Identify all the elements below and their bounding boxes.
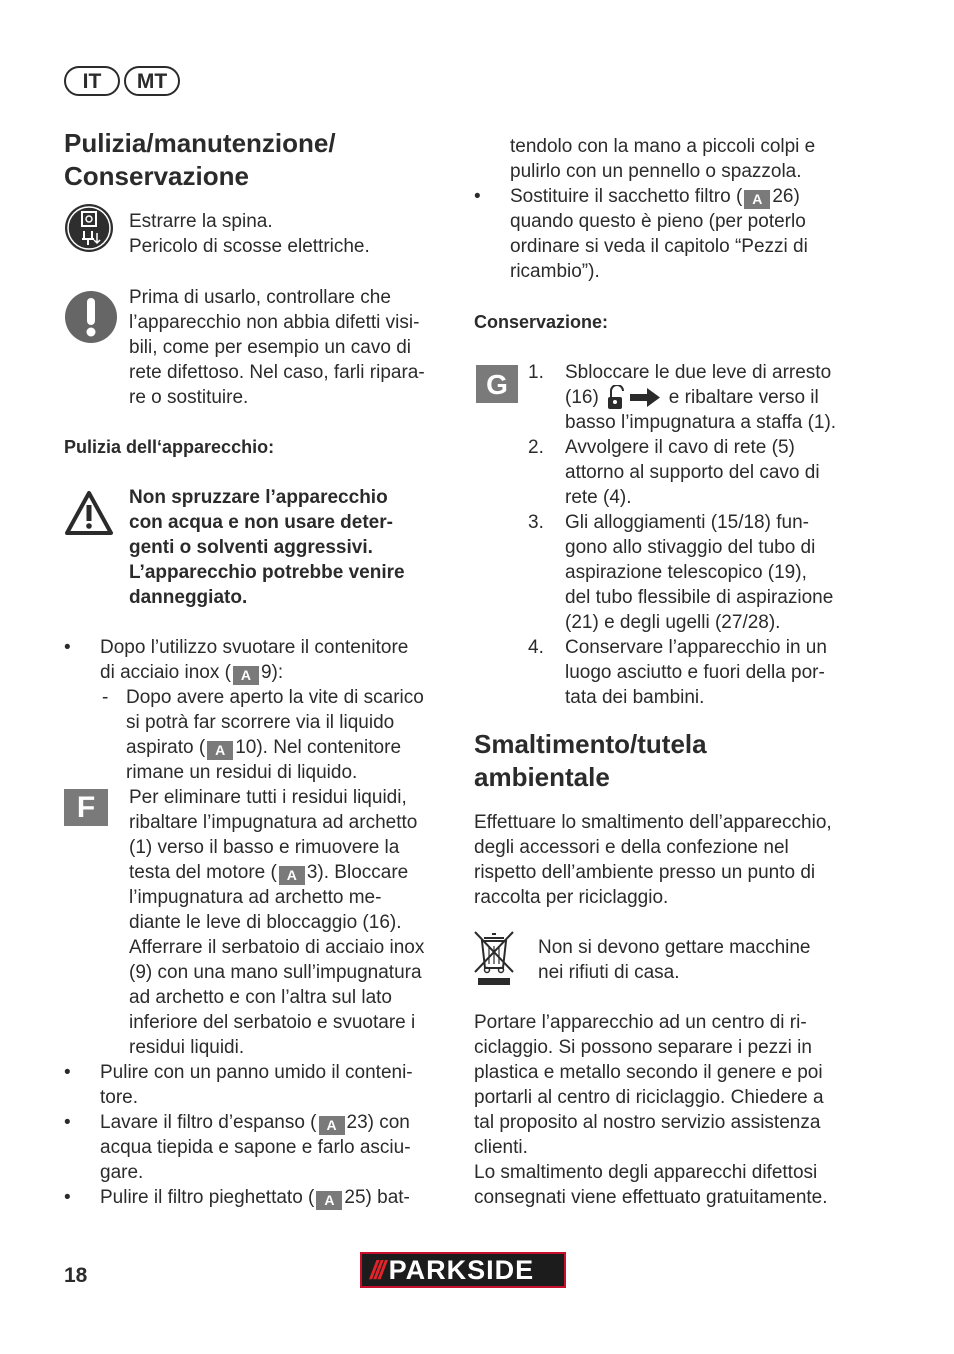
list-item-pleated-filter: Pulire il filtro pieghettato ( A 25) bat- — [100, 1187, 410, 1208]
crossed-bin-icon — [472, 928, 516, 988]
figure-f-marker: F — [64, 789, 108, 826]
figure-g-marker: G — [476, 365, 518, 403]
step-number: 2. — [528, 437, 544, 458]
warning-text: Non spruzzare l’apparecchio con acqua e non usare deter- genti o solventi aggressivi. L’apparecchio potrebbe venire danneggiato. — [129, 487, 405, 608]
page-number: 18 — [64, 1264, 88, 1287]
section-heading-maintenance: Pulizia/manutenzione/ Conservazione — [64, 128, 336, 191]
weee-text: Non si devono gettare macchine nei rifiuti di casa. — [538, 937, 811, 983]
unplug-icon — [64, 203, 114, 253]
recycling-text: Portare l’apparecchio ad un centro di ri- ciclaggio. Si possono separare i pezzi in plastica e metallo secondo il genere e poi portarli al centro di riciclaggio. Chiedere a tal proposito al nostro servizio assistenza clienti. Lo smaltimento degli apparecchi difettosi consegnati viene effettuato gratuitamente. — [474, 1012, 828, 1208]
unplug-text: Estrarre la spina. Pericolo di scosse elettriche. — [129, 211, 370, 257]
language-badges — [64, 66, 180, 96]
figure-ref-badge: A — [744, 190, 770, 209]
step-number: 3. — [528, 512, 544, 533]
disposal-text: Effettuare lo smaltimento dell’apparecchio, degli accessori e della confezione nel rispetto dell’ambiente presso un punto di raccolta per riciclaggio. — [474, 812, 832, 908]
storage-step-4: Conservare l’apparecchio in un luogo asciutto e fuori della por- tata dei bambini. — [565, 637, 827, 708]
logo-stripes: /// — [370, 1254, 383, 1285]
unlock-arrow-icon — [603, 385, 665, 410]
inspection-text: Prima di usarlo, controllare che l’apparecchio non abbia difetti visi- bili, come per esempio un cavo di rete difettoso. Nel caso, farli ripara- re o sostituire. — [129, 287, 425, 408]
lang-badge-it: IT — [64, 66, 120, 96]
lang-badge-mt: MT — [124, 66, 180, 96]
storage-subheading: Conservazione: — [474, 312, 609, 332]
residue-instructions: Per eliminare tutti i residui liquidi, ribaltare l’impugnatura ad archetto (1) verso il basso e rimuovere la testa del motore ( A 3). Bloccare l’impugnatura ad archetto me- diante le leve di bloccaggio (16). Afferrare il serbatoio di acciaio inox (9) con una mano sull’impugnatura ad archetto e con l’altra sul lato inferiore del serbatoio e svuotare i residui liquidi. — [129, 787, 425, 1058]
exclamation-icon — [64, 290, 118, 344]
bullet-marker: • — [64, 1112, 71, 1133]
figure-ref-badge: A — [279, 866, 305, 885]
bullet-marker: • — [64, 1187, 71, 1208]
storage-step-2: Avvolgere il cavo di rete (5) attorno al supporto del cavo di rete (4). — [565, 437, 820, 508]
cleaning-subheading: Pulizia dell‘apparecchio: — [64, 437, 275, 457]
step-number: 1. — [528, 362, 544, 383]
bullet-marker: • — [474, 186, 481, 207]
bullet-marker: • — [64, 637, 71, 658]
section-heading-disposal: Smaltimento/tutela ambientale — [474, 729, 707, 792]
step-number: 4. — [528, 637, 544, 658]
figure-ref-badge: A — [319, 1116, 345, 1135]
warning-triangle-icon — [64, 490, 114, 536]
list-item-replace-bag: Sostituire il sacchetto filtro ( A 26) quando questo è pieno (per poterlo ordinare si veda il capitolo “Pezzi di ricambio”). — [510, 186, 808, 282]
storage-step-3: Gli alloggiamenti (15/18) fun- gono allo stivaggio del tubo di aspirazione telescopico (19), del tubo flessibile di aspirazione (21) e degli ugelli (27/28). — [565, 512, 834, 633]
list-item-wash-foam-filter: Lavare il filtro d’espanso ( A 23) con acqua tiepida e sapone e farlo asciu- gare. — [100, 1112, 411, 1183]
pleated-filter-continuation: tendolo con la mano a piccoli colpi e pulirlo con un pennello o spazzola. — [510, 136, 816, 182]
sub-item-drain: Dopo avere aperto la vite di scarico si potrà far scorrere via il liquido aspirato ( A 10). Nel contenitore rimane un residui di liquido. — [126, 687, 424, 783]
logo-name: PARKSIDE — [388, 1254, 535, 1285]
dash-marker: - — [102, 687, 109, 708]
parkside-logo — [360, 1252, 566, 1288]
figure-ref-badge: A — [207, 741, 233, 760]
bullet-marker: • — [64, 1062, 71, 1083]
storage-step-1: Sbloccare le due leve di arresto (16) e ribaltare verso il basso l’impugnatura a staffa (1). — [565, 362, 837, 433]
list-item-empty-container: Dopo l’utilizzo svuotare il contenitore di acciaio inox ( A 9): — [100, 637, 409, 683]
list-item-wipe-container: Pulire con un panno umido il conteni- tore. — [100, 1062, 413, 1108]
figure-ref-badge: A — [316, 1191, 342, 1210]
figure-ref-badge: A — [233, 666, 259, 685]
